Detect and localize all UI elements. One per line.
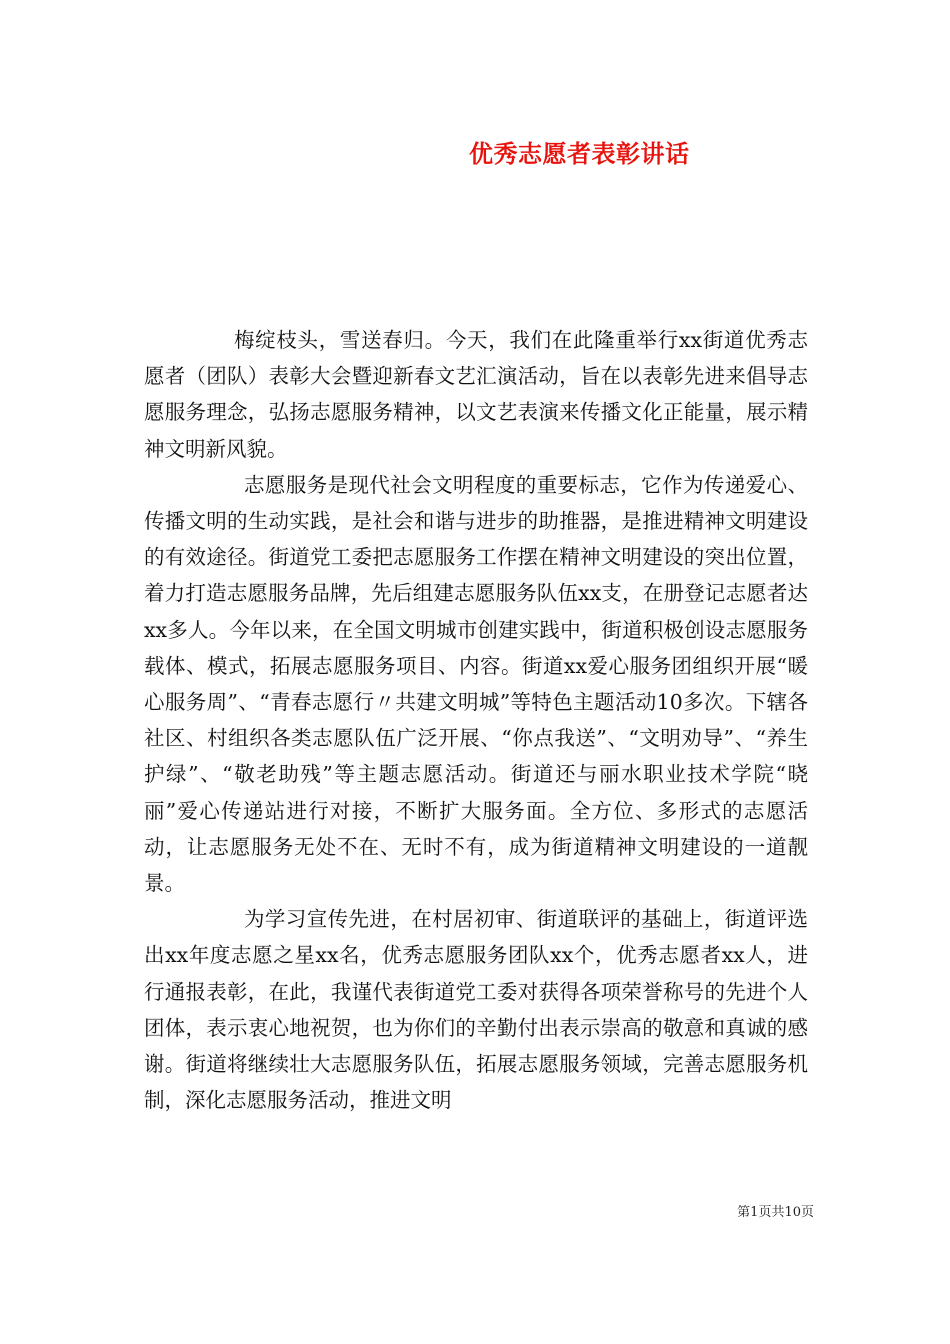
- paragraph-2: 志愿服务是现代社会文明程度的重要标志，它作为传递爱心、传播文明的生动实践，是社会和谐与进步的助推器，是推进精神文明建设的有效途径。街道党工委把志愿服务工作摆在精神文明建设的突出位置，着力打造志愿服务品牌，先后组建志愿服务队伍xx支，在册登记志愿者达xx多人。今年以来，在全国文明城市创建实践中，街道积极创设志愿服务载体、模式，拓展志愿服务项目、内容。街道xx爱心服务团组织开展“暖心服务周”、“青春志愿行〃共建文明城”等特色主题活动10多次。下辖各社区、村组织各类志愿队伍广泛开展、“你点我送”、“文明劝导”、“养生护绿”、“敬老助残”等主题志愿活动。街道还与丽水职业技术学院“晓丽”爱心传递站进行对接，不断扩大服务面。全方位、多形式的志愿活动，让志愿服务无处不在、无时不有，成为街道精神文明建设的一道靓景。: [144, 472, 808, 896]
- paragraph-1: 梅绽枝头，雪送春归。今天，我们在此隆重举行xx街道优秀志愿者（团队）表彰大会暨迎新春文艺汇演活动，旨在以表彰先进来倡导志愿服务理念，弘扬志愿服务精神，以文艺表演来传播文化正能量，展示精神文明新风貌。: [144, 328, 808, 461]
- document-title: 优秀志愿者表彰讲话: [469, 139, 690, 168]
- document-body: [144, 322, 808, 1118]
- paragraph-3: 为学习宣传先进，在村居初审、街道联评的基础上，街道评选出xx年度志愿之星xx名，优秀志愿服务团队xx个，优秀志愿者xx人，进行通报表彰，在此，我谨代表街道党工委对获得各项荣誉称号的先进个人团体，表示衷心地祝贺，也为你们的辛勤付出表示崇高的敬意和真诚的感谢。街道将继续壮大志愿服务队伍，拓展志愿服务领域，完善志愿服务机制，深化志愿服务活动，推进文明: [144, 907, 808, 1113]
- page-number-footer: 第1页共10页: [737, 1205, 814, 1220]
